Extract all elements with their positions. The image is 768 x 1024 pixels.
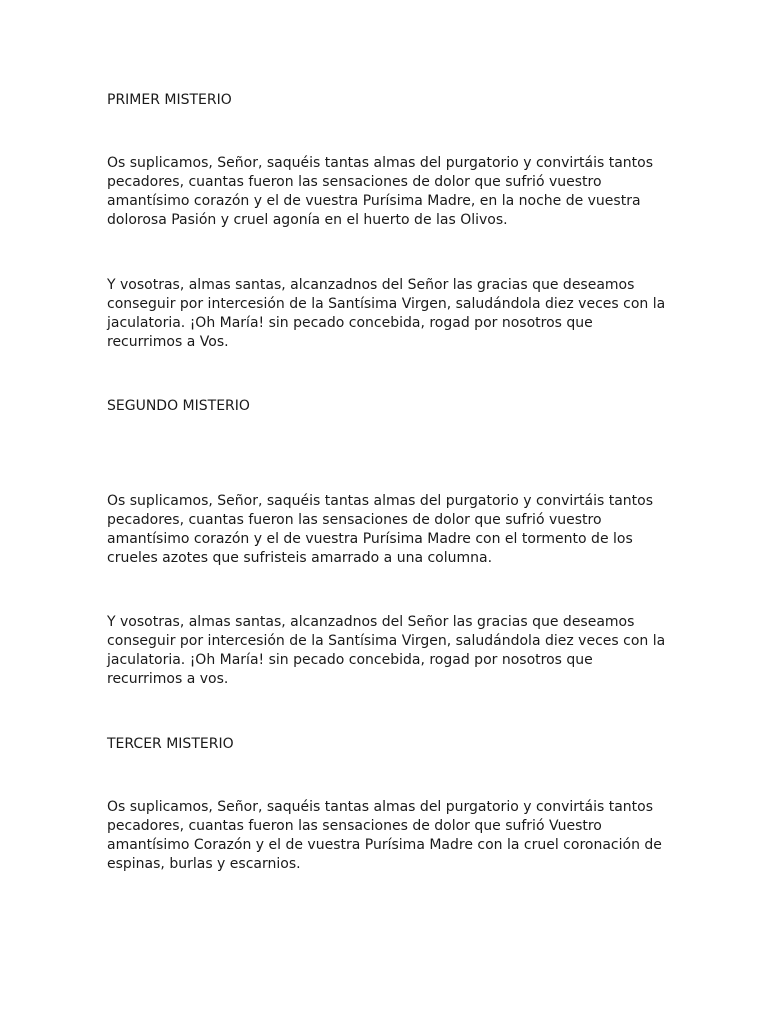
section-1-paragraph-1: Os suplicamos, Señor, saquéis tantas almas del purgatorio y convirtáis tantos pecadores, cuantas fueron las sensaciones de dolor que sufrió vuestro amantísimo corazón y el de vuestra Purísima Madre, en la noche de vuestra dolorosa Pasión y cruel agonía en el huerto de las Olivos. xyxy=(107,155,654,228)
section-3-paragraph-1: Os suplicamos, Señor, saquéis tantas almas del purgatorio y convirtáis tantos pecadores, cuantas fueron las sensaciones de dolor que sufrió Vuestro amantísimo Corazón y el de vuestra Purísima Madre con la cruel coronación de espinas, burlas y escarnios. xyxy=(107,799,662,872)
section-title-primer-misterio: PRIMER MISTERIO xyxy=(107,92,232,108)
section-2-paragraph-1: Os suplicamos, Señor, saquéis tantas almas del purgatorio y convirtáis tantos pecadores, cuantas fueron las sensaciones de dolor que sufrió vuestro amantísimo corazón y el de vuestra Purísima Madre con el tormento de los crueles azotes que sufristeis amarrado a una columna. xyxy=(107,493,654,566)
section-title-segundo-misterio: SEGUNDO MISTERIO xyxy=(107,398,250,414)
section-1-paragraph-2: Y vosotras, almas santas, alcanzadnos del Señor las gracias que deseamos conseguir por intercesión de la Santísima Virgen, saludándola diez veces con la jaculatoria. ¡Oh María! sin pecado concebida, rogad por nosotros que recurrimos a Vos. xyxy=(107,277,666,350)
section-title-tercer-misterio: TERCER MISTERIO xyxy=(107,736,234,752)
section-2-paragraph-2: Y vosotras, almas santas, alcanzadnos del Señor las gracias que deseamos conseguir por intercesión de la Santísima Virgen, saludándola diez veces con la jaculatoria. ¡Oh María! sin pecado concebida, rogad por nosotros que recurrimos a vos. xyxy=(107,614,666,687)
